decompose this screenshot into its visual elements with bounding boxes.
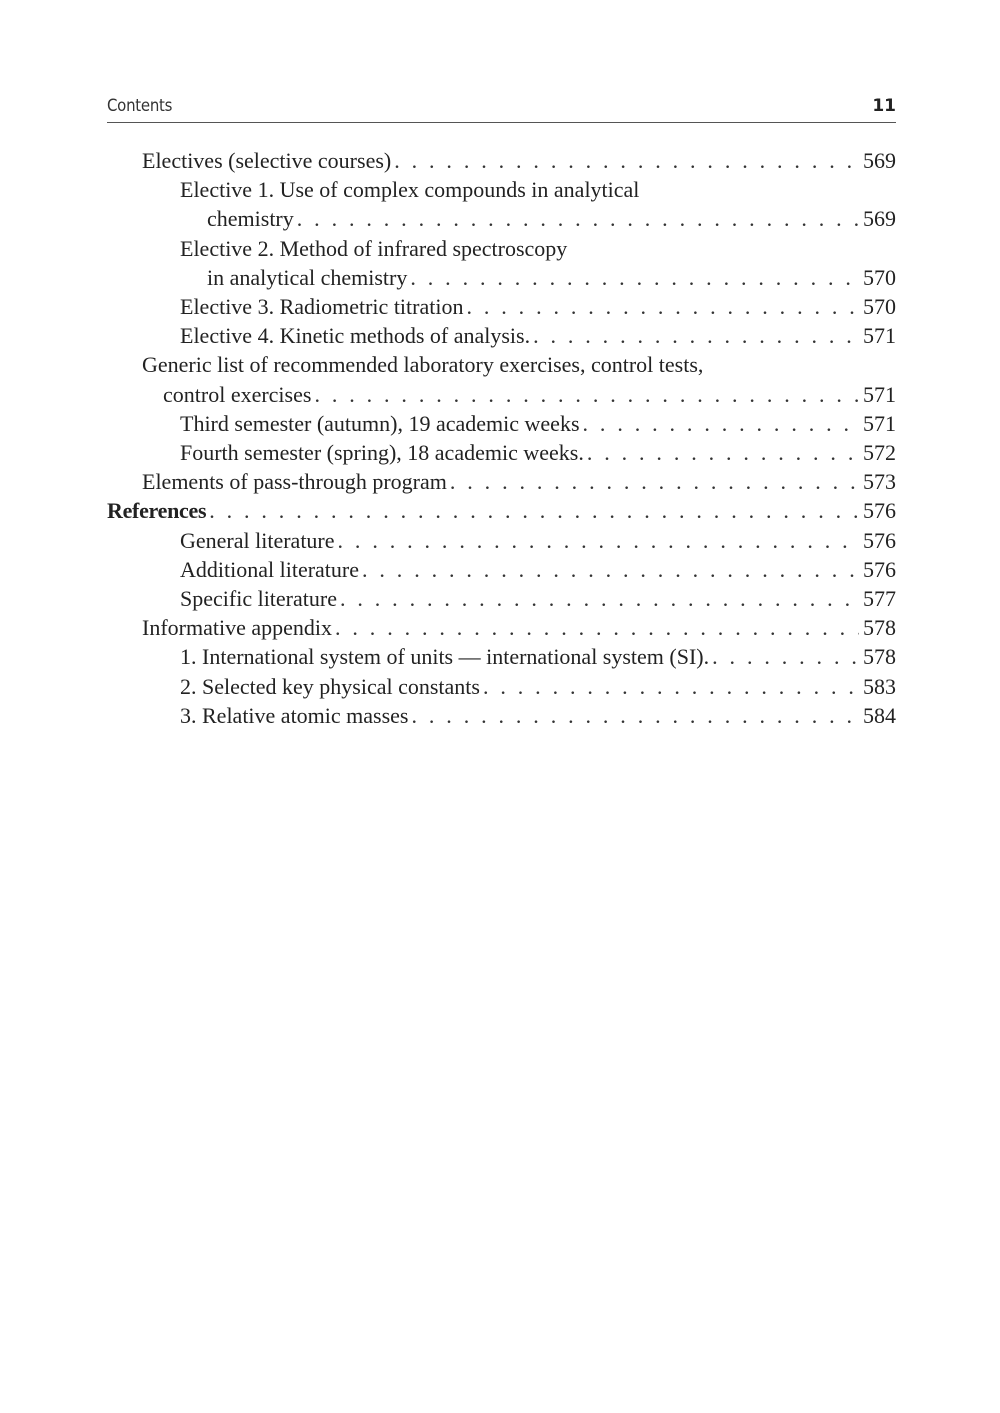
- toc-entry-page: 578: [863, 644, 896, 670]
- toc-entry-elective-4[interactable]: [107, 321, 896, 350]
- dot-leader: [466, 292, 859, 321]
- toc-entry-elective-3[interactable]: [107, 292, 896, 321]
- toc-entry-electives[interactable]: [107, 146, 896, 175]
- toc-entry-third-semester[interactable]: [107, 409, 896, 438]
- toc-entry-references[interactable]: [107, 496, 896, 525]
- dot-leader: [583, 409, 859, 438]
- toc-entry-page: 571: [863, 410, 896, 436]
- toc-entry-page: 572: [863, 440, 896, 466]
- toc-entry-title: 2. Selected key physical constants: [180, 673, 480, 699]
- toc-entry-title: Third semester (autumn), 19 academic weeks: [180, 410, 580, 436]
- toc-entry-general-literature[interactable]: [107, 526, 896, 555]
- dot-leader: [587, 438, 859, 467]
- toc-entry-title-continued: control exercises: [163, 381, 312, 407]
- dot-leader: [483, 672, 859, 701]
- dot-leader: [410, 263, 859, 292]
- toc-entry-title-continued: in analytical chemistry: [207, 264, 408, 290]
- toc-entry-title: Elements of pass-through program: [142, 469, 447, 495]
- toc-entry-physical-constants[interactable]: [107, 672, 896, 701]
- toc-entry-page: 576: [863, 527, 896, 553]
- toc-entry-title: Electives (selective courses): [142, 148, 392, 173]
- running-header-title: Contents: [107, 96, 173, 116]
- toc-entry-title: Additional literature: [180, 556, 359, 582]
- page-number: 11: [872, 96, 896, 116]
- dot-leader: [394, 146, 859, 175]
- dot-leader: [314, 380, 859, 409]
- toc-entry-page: 583: [863, 673, 896, 699]
- dot-leader: [338, 526, 859, 555]
- toc-entry-elective-1[interactable]: [107, 175, 896, 233]
- toc-entry-page: 584: [863, 702, 896, 728]
- toc-entry-atomic-masses[interactable]: [107, 701, 896, 730]
- toc-entry-title: Generic list of recommended laboratory exercises, control tests,: [142, 352, 704, 378]
- toc-entry-generic-list[interactable]: [107, 350, 896, 408]
- toc-entry-si-units[interactable]: [107, 642, 896, 671]
- toc-entry-title: References: [107, 498, 207, 524]
- toc-entry-page: 578: [863, 615, 896, 641]
- toc-entry-page: 573: [863, 469, 896, 495]
- toc-entry-title: General literature: [180, 527, 335, 553]
- toc-entry-title: Elective 4. Kinetic methods of analysis.: [180, 323, 531, 349]
- toc-entry-title-continued: chemistry: [207, 206, 294, 232]
- toc-entry-title: Elective 2. Method of infrared spectroscopy: [180, 235, 568, 261]
- toc-entry-specific-literature[interactable]: [107, 584, 896, 613]
- toc-entry-page: 576: [863, 498, 896, 524]
- toc-entry-page: 569: [863, 148, 896, 173]
- toc-entry-page: 577: [863, 586, 896, 612]
- toc-entry-page: 570: [863, 264, 896, 290]
- toc-entry-page: 576: [863, 556, 896, 582]
- toc-entry-page: 570: [863, 294, 896, 320]
- dot-leader: [712, 642, 859, 671]
- toc-entry-title: 1. International system of units — international system (SI).: [180, 644, 710, 670]
- dot-leader: [297, 204, 859, 233]
- toc-entry-title: Fourth semester (spring), 18 academic weeks.: [180, 440, 584, 466]
- toc-entry-fourth-semester[interactable]: [107, 438, 896, 467]
- table-of-contents: [107, 146, 896, 730]
- toc-entry-title: 3. Relative atomic masses: [180, 702, 409, 728]
- toc-entry-informative-appendix[interactable]: [107, 613, 896, 642]
- dot-leader: [362, 555, 859, 584]
- toc-entry-title: Specific literature: [180, 586, 337, 612]
- toc-entry-page: 571: [863, 323, 896, 349]
- toc-entry-title: Elective 1. Use of complex compounds in analytical: [180, 177, 640, 203]
- dot-leader: [450, 467, 859, 496]
- dot-leader: [340, 584, 859, 613]
- dot-leader: [533, 321, 859, 350]
- toc-entry-page: 571: [863, 381, 896, 407]
- dot-leader: [412, 701, 860, 730]
- toc-entry-additional-literature[interactable]: [107, 555, 896, 584]
- toc-entry-elective-2[interactable]: [107, 234, 896, 292]
- dot-leader: [209, 496, 859, 525]
- toc-entry-page: 569: [863, 206, 896, 232]
- toc-entry-pass-through-program[interactable]: [107, 467, 896, 496]
- page-header: [107, 96, 896, 123]
- toc-entry-title: Informative appendix: [142, 615, 332, 641]
- toc-entry-title: Elective 3. Radiometric titration: [180, 294, 464, 320]
- dot-leader: [335, 613, 859, 642]
